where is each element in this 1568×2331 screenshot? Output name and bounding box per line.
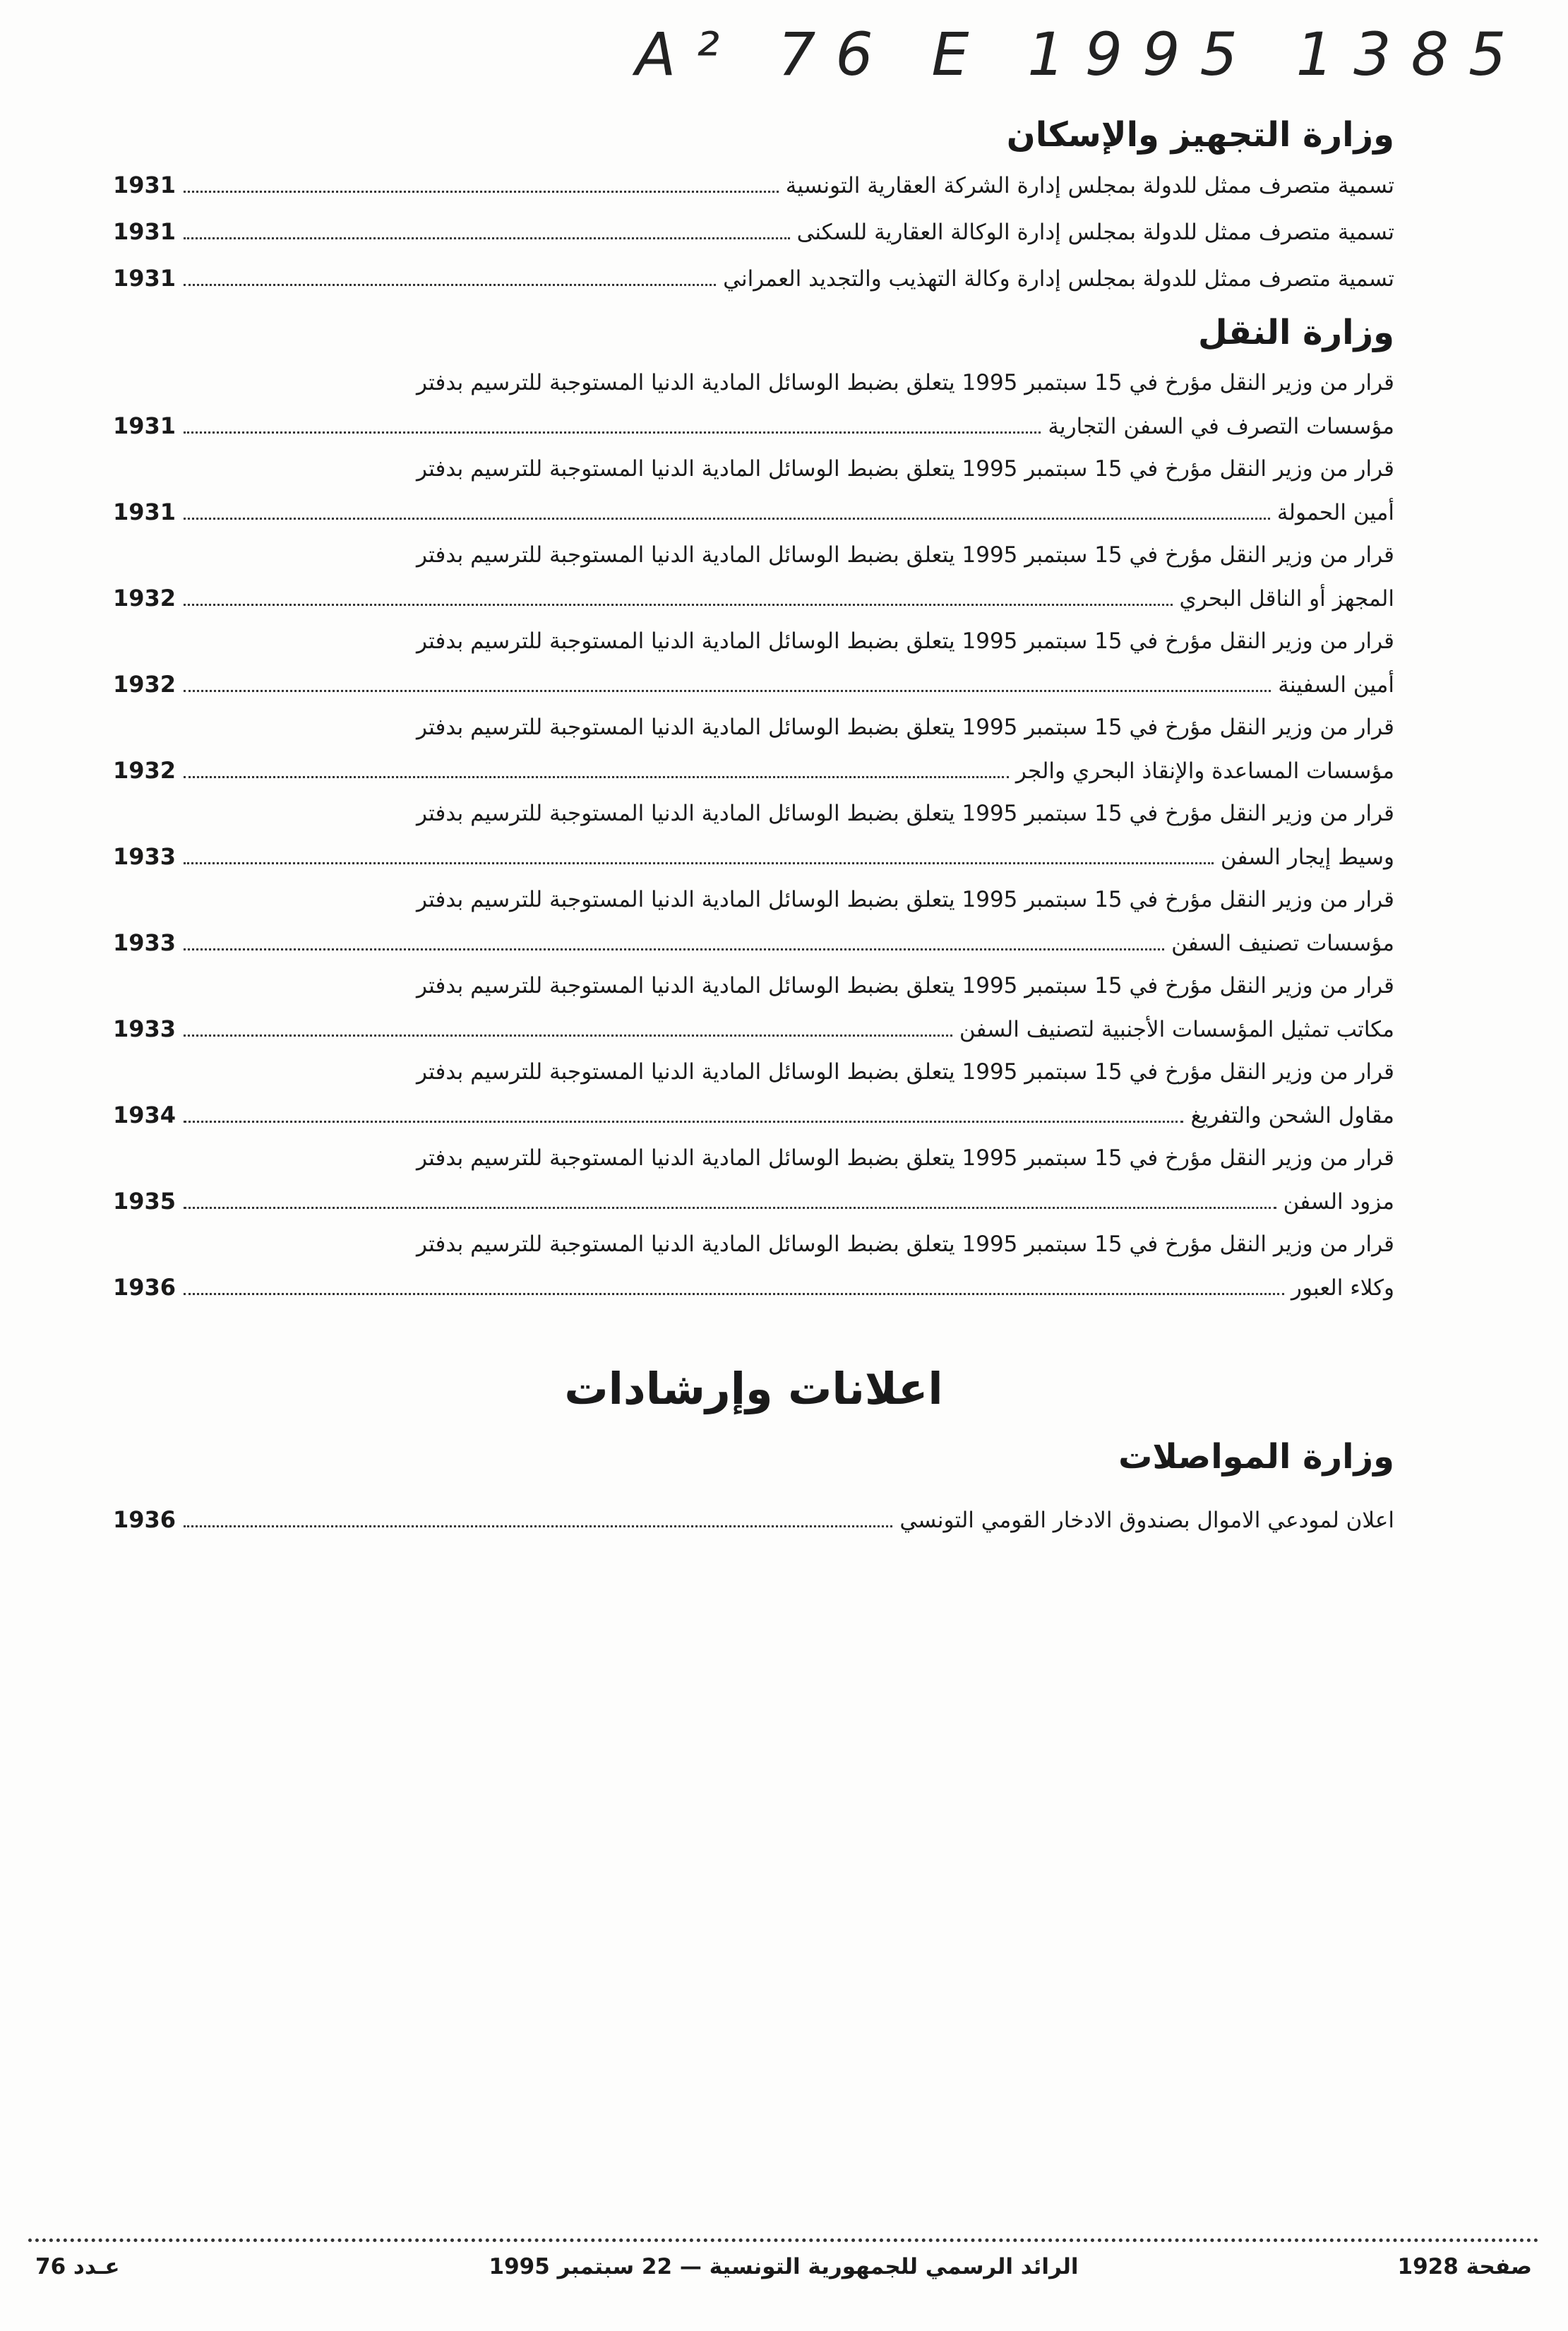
entry-text: مقاول الشحن والتفريغ bbox=[1190, 1103, 1394, 1128]
list-item bbox=[113, 965, 1394, 1051]
dot-leader bbox=[184, 761, 1009, 778]
entry-text-line1: قرار من وزير النقل مؤرخ في 15 سبتمبر 1995 يتعلق بضبط الوسائل المادية الدنيا المستوجبة للترسيم بدفتر bbox=[417, 370, 1394, 395]
entry-text-line1: قرار من وزير النقل مؤرخ في 15 سبتمبر 1995 يتعلق بضبط الوسائل المادية الدنيا المستوجبة للترسيم بدفتر bbox=[417, 973, 1394, 998]
dot-leader bbox=[184, 588, 1173, 606]
entry-text: مكاتب تمثيل المؤسسات الأجنبية لتصنيف السفن bbox=[959, 1017, 1394, 1042]
dot-leader bbox=[184, 1510, 892, 1527]
dot-leader bbox=[184, 933, 1164, 950]
page-number: 1936 bbox=[113, 1274, 176, 1301]
page-number: 1933 bbox=[113, 843, 176, 870]
dot-leader bbox=[184, 222, 790, 239]
page-number: 1931 bbox=[113, 499, 176, 525]
dot-leader bbox=[184, 1191, 1276, 1209]
ministry-heading-transport: وزارة النقل bbox=[1197, 313, 1394, 352]
entry-text: مؤسسات تصنيف السفن bbox=[1171, 931, 1394, 956]
page-number: 1931 bbox=[113, 172, 176, 198]
page-number: 1931 bbox=[113, 218, 176, 245]
list-item bbox=[113, 362, 1394, 448]
list-item bbox=[113, 164, 1394, 210]
footer-issue-number: عـدد 76 bbox=[35, 2254, 120, 2279]
page-number: 1932 bbox=[113, 585, 176, 612]
entry-text: مؤسسات المساعدة والإنقاذ البحري والجر bbox=[1015, 758, 1394, 784]
entry-text: أمين السفينة bbox=[1278, 672, 1394, 698]
page-number: 1936 bbox=[113, 1506, 176, 1533]
page-number: 1931 bbox=[113, 412, 176, 439]
page-number: 1931 bbox=[113, 265, 176, 292]
page-number: 1932 bbox=[113, 671, 176, 698]
entry-text: وكلاء العبور bbox=[1291, 1275, 1394, 1301]
dot-leader bbox=[184, 416, 1041, 434]
list-item bbox=[113, 257, 1394, 304]
page-number: 1932 bbox=[113, 757, 176, 784]
entry-text-line1: قرار من وزير النقل مؤرخ في 15 سبتمبر 1995 يتعلق بضبط الوسائل المادية الدنيا المستوجبة للترسيم بدفتر bbox=[417, 628, 1394, 654]
list-item bbox=[113, 706, 1394, 792]
list-item bbox=[113, 1498, 1394, 1545]
entry-text: المجهز أو الناقل البحري bbox=[1179, 586, 1394, 612]
dot-leader bbox=[184, 1277, 1284, 1295]
entry-text-line1: قرار من وزير النقل مؤرخ في 15 سبتمبر 1995 يتعلق بضبط الوسائل المادية الدنيا المستوجبة للترسيم بدفتر bbox=[417, 715, 1394, 740]
dot-leader bbox=[184, 847, 1214, 864]
entry-text: مؤسسات التصرف في السفن التجارية bbox=[1048, 414, 1394, 439]
entry-text: اعلان لمودعي الاموال بصندوق الادخار القومي التونسي bbox=[899, 1508, 1394, 1533]
dot-leader bbox=[184, 1105, 1183, 1123]
entry-text-line1: قرار من وزير النقل مؤرخ في 15 سبتمبر 1995 يتعلق بضبط الوسائل المادية الدنيا المستوجبة للترسيم بدفتر bbox=[417, 1232, 1394, 1257]
ministry-heading-equipment: وزارة التجهيز والإسكان bbox=[1006, 115, 1394, 155]
entry-text-line1: قرار من وزير النقل مؤرخ في 15 سبتمبر 1995 يتعلق بضبط الوسائل المادية الدنيا المستوجبة للترسيم بدفتر bbox=[417, 1145, 1394, 1171]
page-footer bbox=[28, 2254, 1539, 2296]
entry-text-line1: قرار من وزير النقل مؤرخ في 15 سبتمبر 1995 يتعلق بضبط الوسائل المادية الدنيا المستوجبة للترسيم بدفتر bbox=[417, 887, 1394, 912]
dot-leader bbox=[184, 674, 1271, 692]
dot-leader bbox=[184, 268, 716, 286]
entry-text: أمين الحمولة bbox=[1276, 500, 1394, 525]
page-number: 1933 bbox=[113, 1015, 176, 1042]
footer-divider bbox=[28, 2238, 1539, 2242]
entry-text: وسيط إيجار السفن bbox=[1220, 845, 1394, 870]
footer-page-number: صفحة 1928 bbox=[1397, 2254, 1532, 2279]
announcements-title: اعلانات وإرشادات bbox=[564, 1363, 943, 1414]
entry-text: تسمية متصرف ممثل للدولة بمجلس إدارة الوكالة العقارية للسكنى bbox=[796, 220, 1394, 245]
list-item bbox=[113, 448, 1394, 534]
ministry-heading-communications: وزارة المواصلات bbox=[1118, 1437, 1394, 1477]
list-item bbox=[113, 792, 1394, 878]
dot-leader bbox=[184, 1019, 952, 1037]
table-of-contents bbox=[113, 106, 1394, 1545]
page-number: 1934 bbox=[113, 1102, 176, 1128]
list-item bbox=[113, 878, 1394, 965]
list-item bbox=[113, 620, 1394, 706]
handwritten-archive-note: A² 76 E 1995 1385 bbox=[635, 20, 1526, 89]
entry-text: تسمية متصرف ممثل للدولة بمجلس إدارة الشركة العقارية التونسية bbox=[785, 173, 1394, 198]
footer-publication: الرائد الرسمي للجمهورية التونسية — 22 سبتمبر 1995 bbox=[489, 2254, 1079, 2279]
dot-leader bbox=[184, 502, 1270, 520]
dot-leader bbox=[184, 175, 779, 193]
list-item bbox=[113, 534, 1394, 620]
entry-text-line1: قرار من وزير النقل مؤرخ في 15 سبتمبر 1995 يتعلق بضبط الوسائل المادية الدنيا المستوجبة للترسيم بدفتر bbox=[417, 456, 1394, 482]
list-item bbox=[113, 1137, 1394, 1223]
entry-text-line1: قرار من وزير النقل مؤرخ في 15 سبتمبر 1995 يتعلق بضبط الوسائل المادية الدنيا المستوجبة للترسيم بدفتر bbox=[417, 1059, 1394, 1085]
list-item bbox=[113, 1051, 1394, 1137]
entry-text: تسمية متصرف ممثل للدولة بمجلس إدارة وكالة التهذيب والتجديد العمراني bbox=[723, 266, 1394, 292]
list-item bbox=[113, 210, 1394, 257]
entry-text-line1: قرار من وزير النقل مؤرخ في 15 سبتمبر 1995 يتعلق بضبط الوسائل المادية الدنيا المستوجبة للترسيم بدفتر bbox=[417, 801, 1394, 826]
page-number: 1935 bbox=[113, 1188, 176, 1215]
entry-text-line1: قرار من وزير النقل مؤرخ في 15 سبتمبر 1995 يتعلق بضبط الوسائل المادية الدنيا المستوجبة للترسيم بدفتر bbox=[417, 542, 1394, 568]
entry-text: مزود السفن bbox=[1283, 1189, 1394, 1215]
list-item bbox=[113, 1223, 1394, 1309]
page-number: 1933 bbox=[113, 929, 176, 956]
